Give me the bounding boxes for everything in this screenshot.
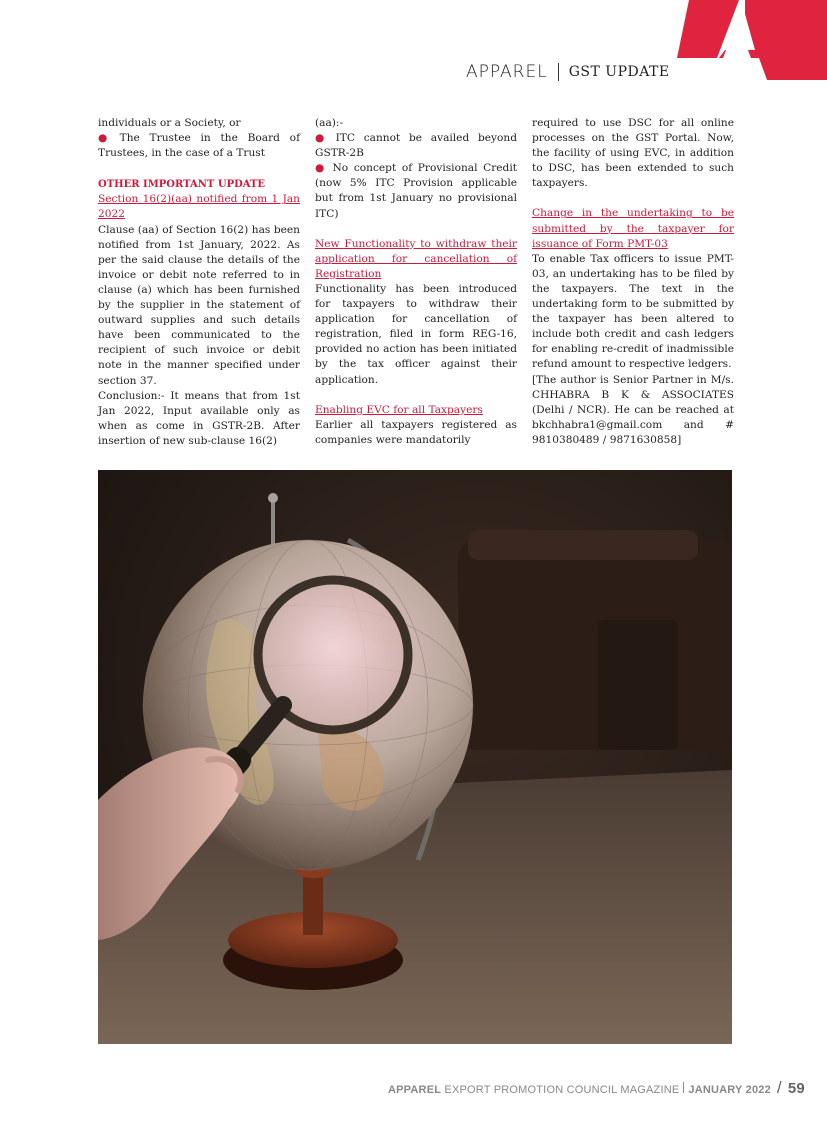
text-column-1	[98, 116, 300, 449]
footer-issue: JANUARY 2022	[688, 1084, 771, 1096]
running-header	[466, 62, 670, 82]
paragraph: Conclusion:- It means that from 1st Jan 2022, Input available only as when as come in GSTR-2B. After insertion of new sub-clause 16(2)	[98, 389, 300, 447]
text-column-2	[315, 116, 517, 448]
subsection-link[interactable]: Change in the undertaking to be submitted by the taxpayer for issuance of Form PMT-03	[532, 207, 734, 250]
subsection-link[interactable]: Enabling EVC for all Taxpayers	[315, 403, 483, 416]
bullet-item	[315, 131, 517, 161]
bullet-item	[315, 161, 517, 221]
author-note: [The author is Senior Partner in M/s. CHHABRA B K & ASSOCIATES (Delhi / NCR). He can be reached at bkchhabra1@gmail.com and # 9810380489 / 9871630858]	[532, 373, 734, 446]
footer-divider	[683, 1082, 684, 1093]
header-divider	[558, 63, 559, 81]
page-number: 59	[787, 1080, 805, 1097]
footer-slash: /	[776, 1078, 782, 1097]
bullet-icon: ●	[98, 132, 114, 145]
paragraph: individuals or a Society, or	[98, 117, 241, 129]
globe-illustration	[98, 470, 732, 1044]
bullet-icon: ●	[315, 162, 327, 175]
bullet-text: ITC cannot be availed beyond GSTR-2B	[315, 132, 517, 160]
paragraph: (aa):-	[315, 117, 344, 129]
corner-accent-graphic	[677, 0, 827, 80]
paragraph: Functionality has been introduced for taxpayers to withdraw their application for cancellation of registration, filed in form REG-16, provided no action has been initiated by the tax officer against their application.	[315, 282, 517, 386]
page-footer	[388, 1078, 805, 1098]
globe-photo	[98, 470, 732, 1044]
bullet-item	[98, 131, 300, 161]
bullet-text: No concept of Provisional Credit (now 5% ITC Provision applicable but from 1st January no provisional ITC)	[315, 162, 517, 220]
paragraph: Earlier all taxpayers registered as companies were mandatorily	[315, 418, 517, 446]
header-brand: APPAREL	[466, 62, 548, 82]
footer-magazine: EXPORT PROMOTION COUNCIL MAGAZINE	[444, 1084, 680, 1096]
header-section: GST UPDATE	[568, 64, 670, 80]
footer-brand: APPAREL	[388, 1084, 442, 1096]
paragraph: To enable Tax officers to issue PMT-03, an undertaking has to be filed by the taxpayers. The text in the undertaking form to be submitted by the taxpayer has been altered to include both credit and cash ledgers for enabling re-credit of inadmissible refund amount to respective ledgers.	[532, 252, 734, 371]
section-heading: OTHER IMPORTANT UPDATE	[98, 179, 266, 191]
subsection-link[interactable]: Section 16(2)(aa) notified from 1 Jan 2022	[98, 193, 300, 221]
bullet-icon: ●	[315, 132, 330, 145]
text-column-3	[532, 116, 734, 448]
paragraph: Clause (aa) of Section 16(2) has been notified from 1st January, 2022. As per the said clause the details of the invoice or debit note referred to in clause (a) which has been furnished by the supplier in the statement of outward supplies and such details have been communicated to the recipient of such invoice or debit note in the manner specified under section 37.	[98, 223, 300, 387]
subsection-link[interactable]: New Functionality to withdraw their application for cancellation of Registration	[315, 237, 517, 280]
paragraph: required to use DSC for all online processes on the GST Portal. Now, the facility of using EVC, in addition to DSC, has been extended to such taxpayers.	[532, 117, 734, 190]
bullet-text: The Trustee in the Board of Trustees, in the case of a Trust	[98, 132, 300, 160]
